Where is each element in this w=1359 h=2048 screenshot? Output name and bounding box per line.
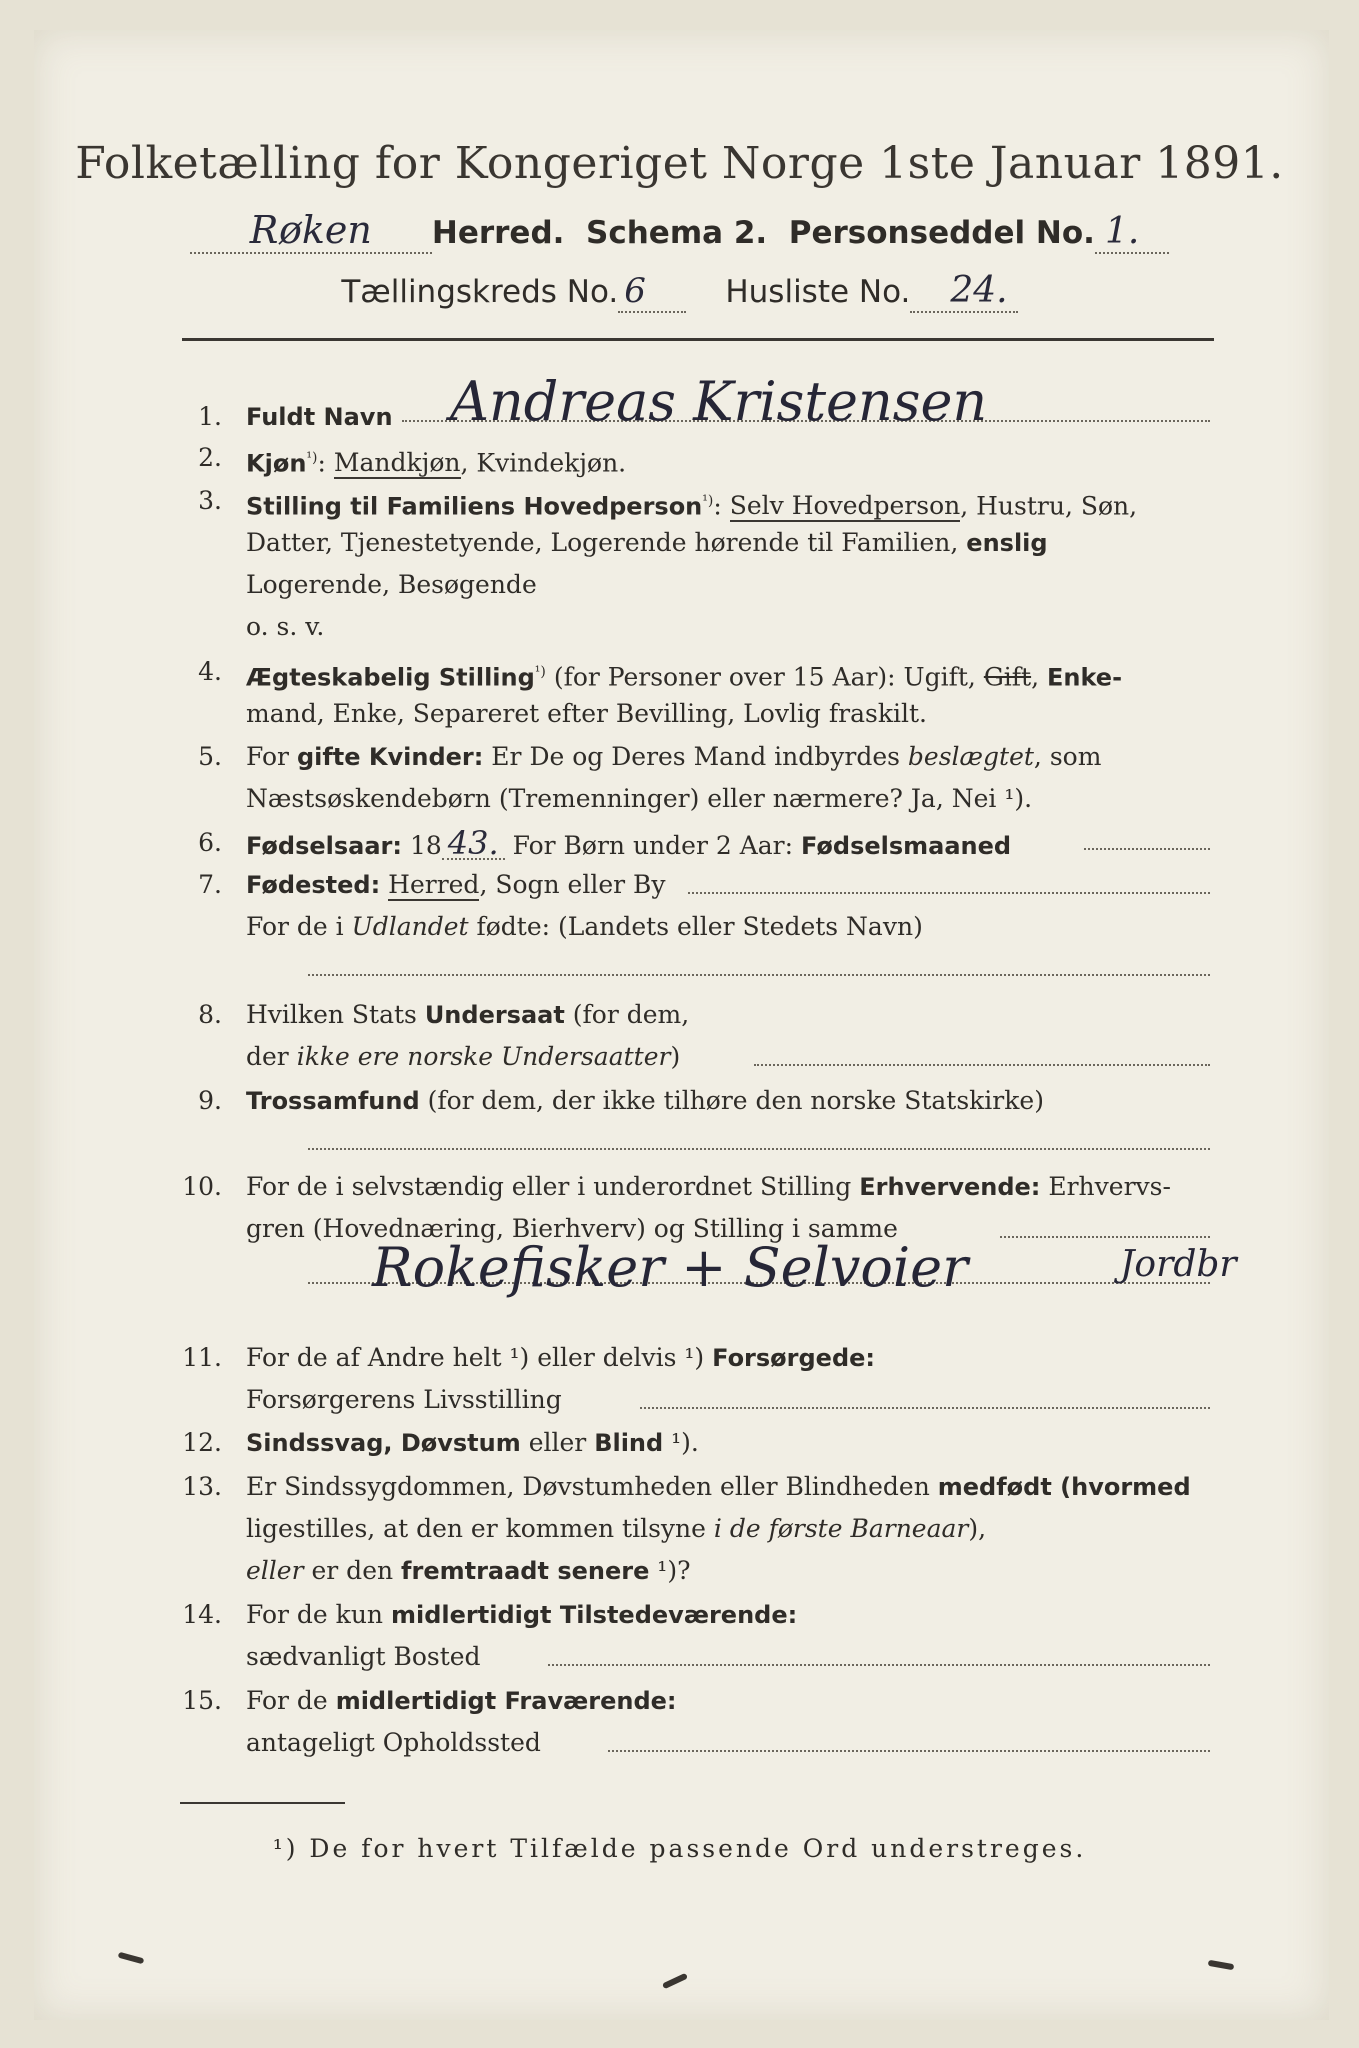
- field-3-selected: Selv Hovedperson: [729, 491, 961, 521]
- header-rule: [182, 338, 1214, 341]
- field-1-label: Fuldt Navn: [246, 403, 393, 431]
- husliste-value: 24.: [910, 270, 1017, 313]
- kreds-label: Tællingskreds No.: [341, 274, 619, 310]
- form-title: Folketælling for Kongeriget Norge 1ste Januar 1891.: [75, 138, 1284, 189]
- field-10-value: Rokefisker + Selvoier: [372, 1236, 968, 1299]
- field-2-selected: Mandkjøn: [333, 448, 461, 478]
- kreds-line: [0, 270, 1359, 313]
- schema-label: Schema 2.: [586, 215, 768, 251]
- field-6-value: 43.: [442, 828, 505, 860]
- herred-value: Røken: [190, 208, 432, 254]
- personseddel-value: 1.: [1095, 211, 1169, 254]
- husliste-label: Husliste No.: [725, 274, 911, 310]
- herred-label: Herred.: [431, 215, 565, 251]
- field-1-value: Andreas Kristensen: [450, 370, 988, 433]
- field-7-selected: Herred: [388, 870, 480, 899]
- footnote-rule: [180, 1802, 345, 1804]
- field-10-value-extra: Jordbr: [1120, 1244, 1237, 1285]
- personseddel-label: Personseddel No.: [788, 215, 1095, 251]
- footnote: ¹) De for hvert Tilfælde passende Ord understreges.: [272, 1834, 1087, 1863]
- kreds-value: 6: [618, 271, 686, 313]
- field-4-struck: Gift: [983, 662, 1032, 692]
- herred-line: [0, 208, 1359, 254]
